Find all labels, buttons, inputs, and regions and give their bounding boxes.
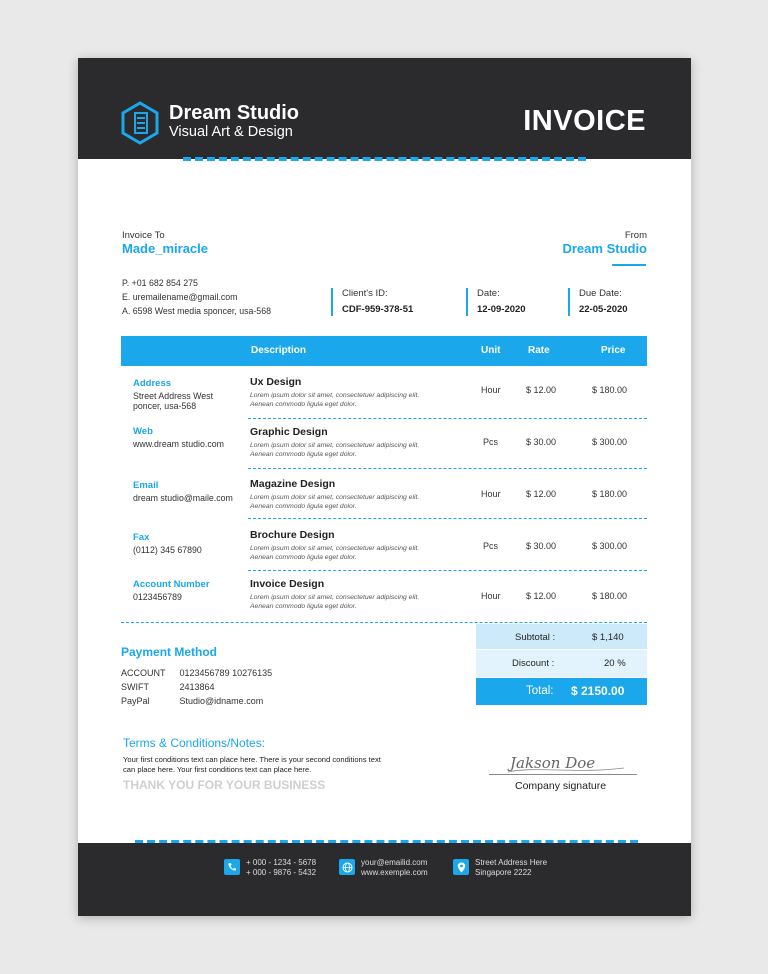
phone-icon [224, 859, 240, 875]
signature-label: Company signature [515, 780, 607, 792]
invoice-footer [78, 843, 691, 916]
item-title: Invoice Design [250, 578, 325, 590]
header-price: Price [601, 345, 626, 356]
item-title: Magazine Design [250, 478, 336, 490]
payment-swift-value: 2413864 [179, 682, 215, 692]
invoice-page [78, 58, 691, 916]
date-value: 12-09-2020 [477, 304, 526, 315]
hexagon-logo-icon [120, 101, 160, 145]
client-id-block [331, 288, 413, 316]
side-value: Street Address West [133, 391, 214, 401]
footer-web [361, 858, 428, 878]
table-row [121, 573, 647, 625]
client-phone: P. +01 682 854 275 [122, 278, 198, 288]
client-id-label: Client's ID: [342, 288, 388, 299]
footer-address-line-1: Street Address Here [475, 858, 548, 867]
table-row [121, 523, 647, 575]
footer-phone-1: + 000 - 1234 - 5678 [246, 858, 317, 867]
table-row [121, 420, 647, 472]
item-price: $ 180.00 [592, 385, 628, 395]
header-rate: Rate [528, 345, 550, 356]
row-divider [248, 418, 647, 419]
from-label: From [624, 230, 647, 241]
side-label: Fax [133, 532, 150, 543]
client-id-value: CDF-959-378-51 [342, 304, 414, 315]
payment-paypal-row [121, 696, 263, 706]
due-date-block [568, 288, 628, 316]
side-label: Address [133, 378, 172, 389]
globe-icon [339, 859, 355, 875]
side-value: (0112) 345 67890 [133, 545, 202, 555]
brand-name: Dream Studio [169, 102, 300, 124]
item-description: Lorem ipsum dolor sit amet, consectetuer adipiscing elit. Aenean commodo ligula eget dolor. [250, 494, 420, 510]
table-row [121, 368, 647, 420]
invoice-header [78, 58, 691, 159]
item-title: Ux Design [250, 376, 302, 388]
item-unit: Pcs [483, 437, 499, 447]
side-value: www.dream studio.com [133, 439, 224, 449]
discount-value: 20 % [604, 658, 626, 669]
client-address: A. 6598 West media sponcer, usa-568 [122, 306, 271, 316]
payment-account-row [121, 668, 272, 678]
row-divider [248, 468, 647, 469]
header-unit: Unit [481, 345, 501, 356]
item-price: $ 180.00 [592, 591, 628, 601]
header-description: Description [251, 345, 307, 356]
side-label: Account Number [133, 579, 210, 590]
item-title: Brochure Design [250, 529, 335, 541]
payment-account-label: ACCOUNT [121, 668, 166, 678]
due-date-label: Due Date: [579, 288, 622, 299]
invoice-to-label: Invoice To [122, 230, 165, 241]
row-divider [248, 518, 647, 519]
footer-phones [246, 858, 316, 878]
header-dashed-divider [183, 157, 586, 161]
summary-divider [121, 622, 647, 623]
client-email: E. uremailename@gmail.com [122, 292, 238, 302]
terms-text: Your first conditions text can place here. There is your second conditions text can place here. Your first conditions text can place here. [123, 755, 381, 774]
invoice-title: INVOICE [523, 105, 646, 137]
footer-address [475, 858, 547, 878]
item-rate: $ 30.00 [526, 437, 557, 447]
signature-script [506, 748, 626, 776]
brand-tagline: Visual Art & Design [169, 124, 293, 140]
item-rate: $ 12.00 [526, 489, 557, 499]
item-price: $ 300.00 [592, 437, 628, 447]
discount-row [476, 650, 647, 677]
item-description: Lorem ipsum dolor sit amet, consectetuer adipiscing elit. Aenean commodo ligula eget dolor. [250, 594, 420, 610]
due-date-value: 22-05-2020 [579, 304, 628, 315]
location-pin-icon [453, 859, 469, 875]
payment-paypal-value: Studio@idname.com [179, 696, 264, 706]
item-price: $ 180.00 [592, 489, 628, 499]
item-unit: Hour [481, 591, 501, 601]
date-block [466, 288, 526, 316]
signature-text: Jakson Doe [510, 754, 596, 772]
payment-swift-row [121, 682, 215, 692]
subtotal-row [476, 624, 647, 649]
invoice-to-name: Made_miracle [122, 241, 208, 256]
item-title: Graphic Design [250, 426, 328, 438]
item-description: Lorem ipsum dolor sit amet, consectetuer adipiscing elit. Aenean commodo ligula eget dolor. [250, 392, 420, 408]
signature-line [489, 774, 637, 775]
terms-title: Terms & Conditions/Notes: [123, 736, 266, 750]
total-label: Total: [526, 685, 554, 697]
side-value: poncer, usa-568 [133, 401, 197, 411]
table-row [121, 472, 647, 524]
item-unit: Hour [481, 489, 501, 499]
footer-phone-2: + 000 - 9876 - 5432 [246, 868, 317, 877]
footer-website: www.exemple.com [361, 868, 428, 877]
total-value: $ 2150.00 [571, 684, 625, 698]
item-rate: $ 30.00 [526, 541, 557, 551]
side-value: 0123456789 [133, 592, 182, 602]
discount-label: Discount : [512, 658, 555, 669]
footer-email: your@emailid.com [361, 858, 428, 867]
from-name: Dream Studio [562, 241, 647, 256]
side-label: Web [133, 426, 153, 437]
subtotal-label: Subtotal : [515, 632, 556, 643]
subtotal-value: $ 1,140 [592, 632, 624, 643]
payment-swift-label: SWIFT [121, 682, 149, 692]
payment-account-value: 0123456789 10276135 [179, 668, 273, 678]
item-price: $ 300.00 [592, 541, 628, 551]
side-value: dream studio@maile.com [133, 493, 233, 503]
table-header [121, 336, 647, 366]
item-unit: Hour [481, 385, 501, 395]
item-rate: $ 12.00 [526, 591, 557, 601]
total-row [476, 678, 647, 705]
item-description: Lorem ipsum dolor sit amet, consectetuer adipiscing elit. Aenean commodo ligula eget dolor. [250, 442, 420, 458]
payment-paypal-label: PayPal [121, 696, 150, 706]
date-label: Date: [477, 288, 500, 299]
item-description: Lorem ipsum dolor sit amet, consectetuer adipiscing elit. Aenean commodo ligula eget dolor. [250, 545, 420, 561]
item-rate: $ 12.00 [526, 385, 557, 395]
row-divider [248, 570, 647, 571]
thank-you-message: THANK YOU FOR YOUR BUSINESS [123, 778, 326, 792]
footer-address-line-2: Singapore 2222 [475, 868, 532, 877]
from-underline [612, 264, 646, 266]
payment-method-title: Payment Method [121, 645, 218, 659]
item-unit: Pcs [483, 541, 499, 551]
side-label: Email [133, 480, 159, 491]
